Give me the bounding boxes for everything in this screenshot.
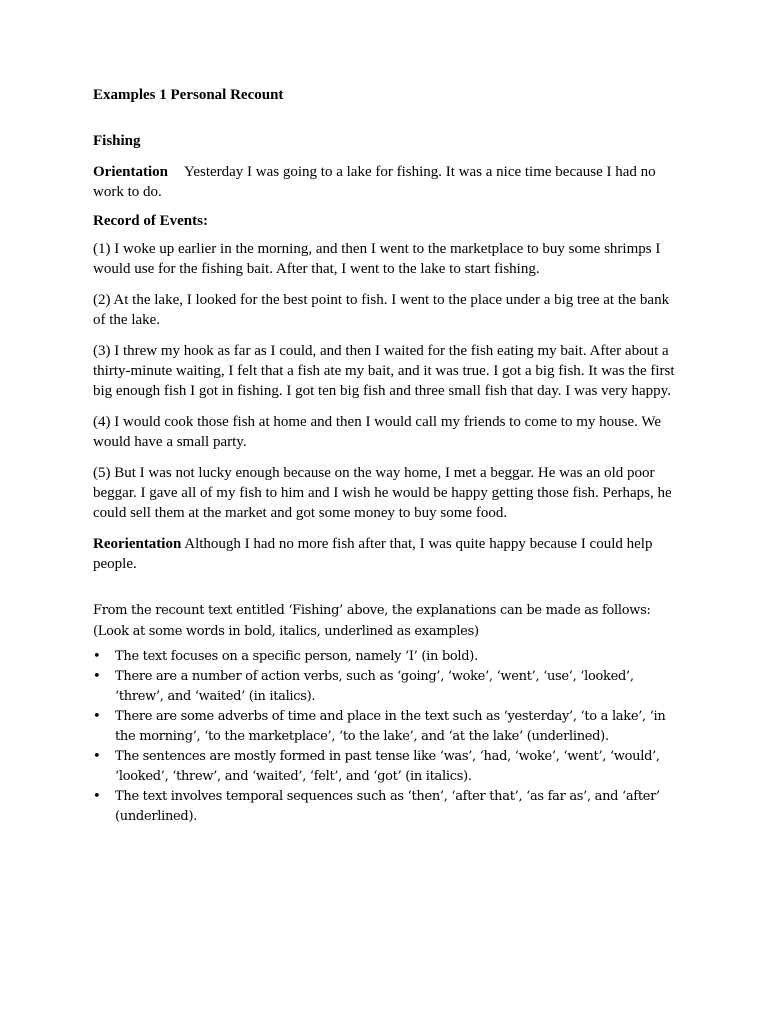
event-paragraph: (1) I woke up earlier in the morning, and then I went to the marketplace to buy some shrimps I would use for the fishing bait. After that, I went to the lake to start fishing. [93, 241, 661, 277]
event-paragraph: (3) I threw my hook as far as I could, and then I waited for the fish eating my bait. After about a thirty-minute waiting, I felt that a fish ate my bait, and it was true. I got a big fish. It was the first big enough fish I got in fishing. I got ten big fish and three small fish that day. I was very happy. [93, 343, 675, 399]
explanation-text: There are some adverbs of time and place in the text such as ‘yesterday’, ‘to a lake’, ‘in the morning’, ‘to the marketplace’, ‘to the lake’, and ‘at the lake’ (underlined). [115, 709, 666, 744]
document-content [93, 84, 679, 827]
story-title: Fishing [93, 133, 141, 149]
orientation-text: Yesterday I was going to a lake for fishing. It was a nice time because I had no work to do. [93, 164, 656, 200]
bullet-icon: • [93, 669, 101, 684]
explanation-intro: From the recount text entitled ‘Fishing’ above, the explanations can be made as follows: (Look at some words in bold, italics, underlined as examples) [93, 603, 651, 639]
event-paragraph: (4) I would cook those fish at home and then I would call my friends to come to my house. We would have a small party. [93, 414, 661, 450]
explanation-text: The sentences are mostly formed in past tense like ‘was’, ‘had, ‘woke’, ‘went’, ‘would’, ‘looked’, ‘threw’, and ‘waited’, ‘felt’, and ‘got’ (in italics). [115, 749, 660, 784]
bullet-icon: • [93, 709, 101, 724]
explanation-item [93, 747, 679, 787]
event-paragraph: (2) At the lake, I looked for the best point to fish. I went to the place under a big tree at the bank of the lake. [93, 292, 670, 328]
reorientation-paragraph [93, 534, 679, 574]
orientation-paragraph [93, 162, 679, 202]
events-heading: Record of Events: [93, 213, 208, 229]
document-title: Examples 1 Personal Recount [93, 87, 284, 103]
explanation-text: There are a number of action verbs, such as ‘going’, ‘woke’, ‘went’, ‘use’, ‘looked’, ‘threw’, and ‘waited’ (in italics). [115, 669, 634, 704]
reorientation-text: Although I had no more fish after that, I was quite happy because I could help people. [93, 536, 653, 572]
bullet-icon: • [93, 789, 101, 804]
reorientation-label: Reorientation [93, 536, 182, 552]
bullet-icon: • [93, 649, 101, 664]
bullet-icon: • [93, 749, 101, 764]
explanation-list [93, 647, 679, 827]
explanation-text: The text focuses on a specific person, namely ‘I’ (in bold). [115, 649, 478, 664]
explanation-text: The text involves temporal sequences such as ‘then’, ‘after that’, ‘as far as’, and ‘after’ (underlined). [115, 789, 660, 824]
explanation-item [93, 667, 679, 707]
event-paragraph: (5) But I was not lucky enough because on the way home, I met a beggar. He was an old poor beggar. I gave all of my fish to him and I wish he would be happy getting those fish. Perhaps, he could sell them at the market and got some money to buy some food. [93, 465, 672, 521]
explanation-item [93, 707, 679, 747]
orientation-label: Orientation [93, 164, 168, 180]
explanation-item [93, 647, 679, 667]
explanation-item [93, 787, 679, 827]
events-list [93, 239, 679, 523]
